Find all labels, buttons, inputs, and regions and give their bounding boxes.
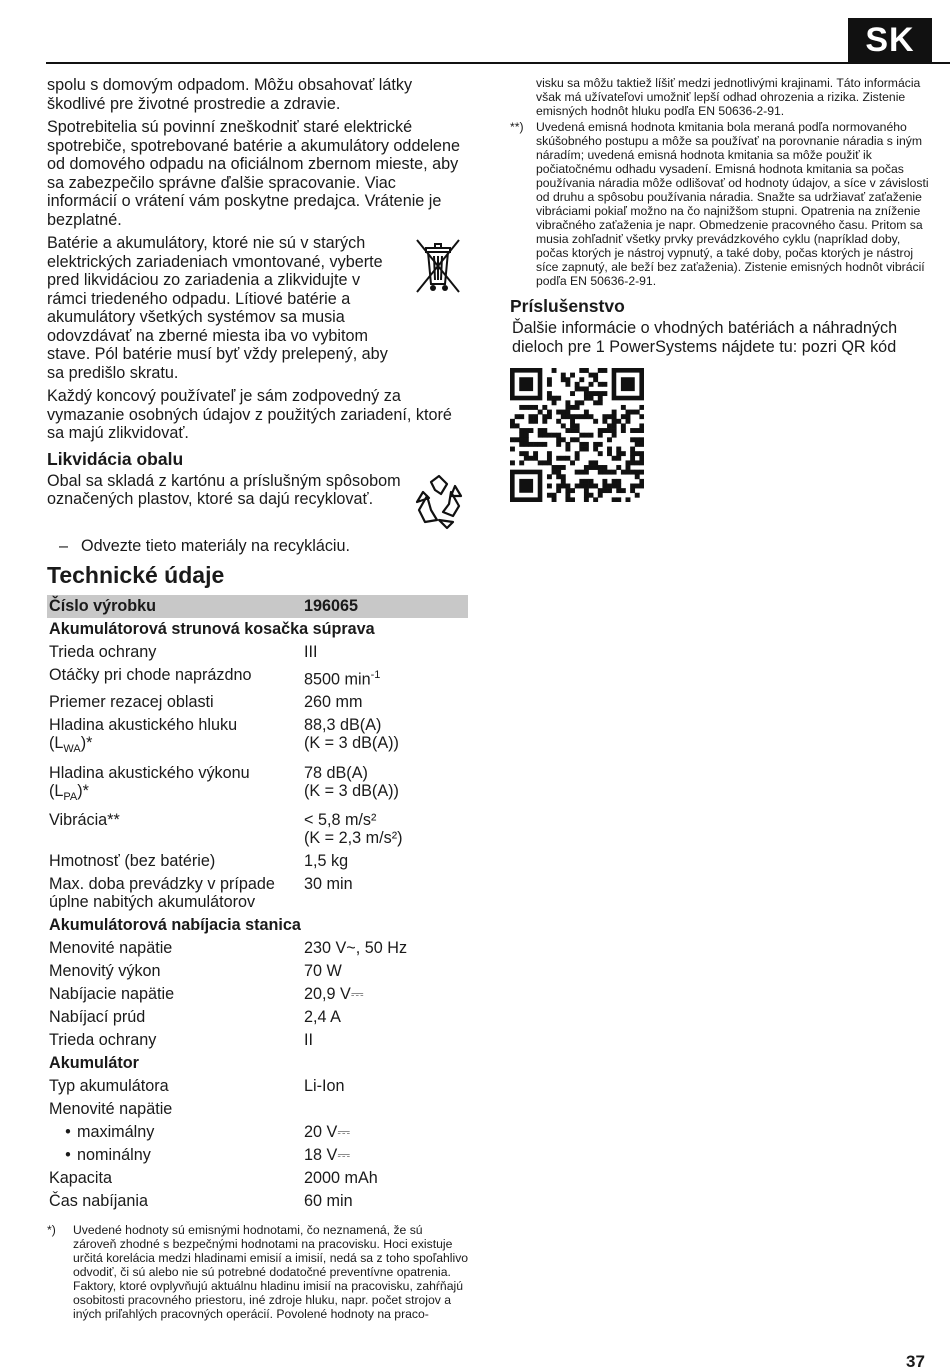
packaging-block (47, 472, 469, 537)
table-row: • nominálny 18 V⎓ (47, 1144, 468, 1167)
table-row: Vibrácia** < 5,8 m/s² (K = 2,3 m/s²) (49, 810, 403, 847)
heading-packaging-disposal: Likvidácia obalu (47, 448, 184, 469)
table-row: Typ akumulátora Li-Ion (49, 1076, 345, 1095)
table-section: Akumulátorová strunová kosačka súprava (49, 620, 375, 638)
table-row: Číslo výrobku 196065 (47, 595, 468, 618)
battery-disposal-block (47, 234, 469, 387)
table-section: Akumulátor (49, 1053, 139, 1072)
paragraph-disposal-obligation: Spotrebitelia sú povinní zneškodniť staré elektrické spotrebiče, spotrebované batérie a akumulátory oddelene od domového odpadu na oficiálnom zbernom mieste, aby sa zabezpečilo správne ďalšie spracovanie. Viac informácií o vrátení vám poskytne predajca. Vrátenie je bezplatné. (47, 118, 461, 229)
table-row: Menovité napätie 230 V~, 50 Hz (49, 938, 408, 957)
table-row: • maximálny 20 V⎓ (47, 1121, 468, 1144)
dc-symbol-icon: ⎓ (337, 1145, 351, 1164)
qr-code[interactable] (510, 368, 930, 507)
table-row: Kapacita 2000 mAh (49, 1168, 378, 1187)
heading-technical-data: Technické údaje (47, 562, 225, 588)
paragraph-batteries: Batérie a akumulátory, ktoré nie sú v starých elektrických zariadeniach vmontované, vyberte pred likvidáciou zo zariadenia a zlikvidujte v rámci triedeného odpadu. Lítiové batérie a akumulátory všetkých systémov sa musia odovzdávať na zberné miesta iba vo vybitom stave. Pól batérie musí byť vždy prelepený, aby sa predišlo skratu. (47, 234, 388, 382)
crossed-bin-icon (409, 234, 469, 303)
footnote-emission-continued: visku sa môžu taktiež líšiť medzi jednotlivými krajinami. Táto informácia však má užívateľovi umožniť lepší odhad ohrozenia a rizika. Zistenie emisných hodnôt hluku podľa EN 50636-2-91. (536, 76, 921, 118)
right-column (510, 76, 930, 507)
table-section: Akumulátorová nabíjacia stanica (49, 915, 301, 934)
table-row: Hmotnosť (bez batérie) 1,5 kg (49, 851, 349, 870)
spec-table (47, 595, 468, 1213)
table-row: Otáčky pri chode naprázdno 8500 $\min^{-1}$ (49, 666, 381, 689)
heading-accessories: Príslušenstvo (510, 296, 625, 316)
footnote-emission: *) Uvedené hodnoty sú emisnými hodnotami, čo neznamená, že sú zároveň zhodné s bezpečnými hodnotami na pracovisku. Hoci existuje určitá korelácia medzi hladinami emisií a imisií, nedá sa z toho spoľahlivo odvodiť, či sú alebo nie sú potrebné dodatočné preventívne opatrenia. Faktory, ktoré ovplyvňujú aktuálnu hladinu imisií na pracovisku, zahŕňajú osobitosti pracovného priestoru, iné zdroje hluku, napr. počet strojov a iných priľahlých pracovných operácií. Povolené hodnoty na praco- (47, 1222, 469, 1321)
table-row: Trieda ochrany III (49, 643, 318, 661)
bullet-icon: • (65, 1122, 71, 1141)
table-row: Hladina akustického výkonu $(L_{PA})*$ 78 dB(A) (K = 3 dB(A)) (49, 763, 399, 803)
footnote-vibration: **) Uvedená emisná hodnota kmitania bola meraná podľa normovaného skúšobného postupu a môže sa používať na porovnanie náradia s iným náradím; uvedená emisná hodnota kmitania sa môže použiť ik počiatočnému odhadu vysadení. Emisná hodnota kmitania sa počas používania náradia môže odlišovať od hodnoty údajov, a síce v závislosti od druhu a spôsobu používania náradia. Snažte sa udržiavať zaťaženie vibráciami pokiaľ možno na čo najnižšom stupni. Opatrenia na zníženie vibračného zaťaženia je napr. Obmedzenie pracovného času. Pritom sa musia zohľadniť všetky prvky prevádzkového cyklu (napríklad doby, počas ktorých je nástroj vypnutý, a také doby, počas ktorých je nástroj síce zapnutý, ale beží bez zaťaženia). Zistenie emisných hodnôt vibrácií podľa EN 50636-2-91. (510, 120, 929, 288)
bullet-icon: • (65, 1145, 71, 1164)
list-item-recycle: – Odvezte tieto materiály na recykláciu. (59, 536, 351, 555)
table-row: Menovité napätie (49, 1099, 173, 1118)
table-row: Nabíjací prúd 2,4 A (49, 1007, 341, 1026)
paragraph-accessories: Ďalšie informácie o vhodných batériách a náhradných dieloch pre 1 PowerSystems nájdete tu: pozri QR kód (512, 319, 898, 356)
paragraph-packaging: Obal sa skladá z kartónu a príslušným spôsobom označených plastov, ktoré sa dajú recyklovať. (47, 471, 401, 508)
header-rule (46, 62, 950, 64)
recycling-icon (409, 472, 469, 537)
dc-symbol-icon: ⎓ (337, 1122, 351, 1141)
table-row: Trieda ochrany II (49, 1030, 313, 1049)
table-row: Hladina akustického hluku $(L_{WA})*$ 88,3 dB(A) (K = 3 dB(A)) (49, 716, 399, 756)
dc-symbol-icon: ⎓ (350, 984, 364, 1003)
left-column (47, 76, 469, 1321)
table-row: Čas nabíjania 60 min (49, 1191, 353, 1210)
page-number: 37 (906, 1352, 925, 1371)
paragraph-household-waste: spolu s domovým odpadom. Môžu obsahovať látky škodlivé pre životné prostredie a zdravie. (47, 76, 413, 113)
paragraph-personal-data: Každý koncový používateľ je sám zodpovedný za vymazanie osobných údajov z použitých zariadení, ktoré sa majú zlikvidovať. (47, 387, 452, 442)
table-row: Max. doba prevádzky v prípade úplne nabitých akumulátorov 30 min (49, 874, 353, 911)
table-row: Priemer rezacej oblasti 260 mm (49, 693, 363, 712)
table-row: Menovitý výkon 70 W (49, 961, 342, 980)
table-row: Nabíjacie napätie 20,9 V⎓ (49, 984, 364, 1003)
language-badge: SK (848, 18, 932, 62)
